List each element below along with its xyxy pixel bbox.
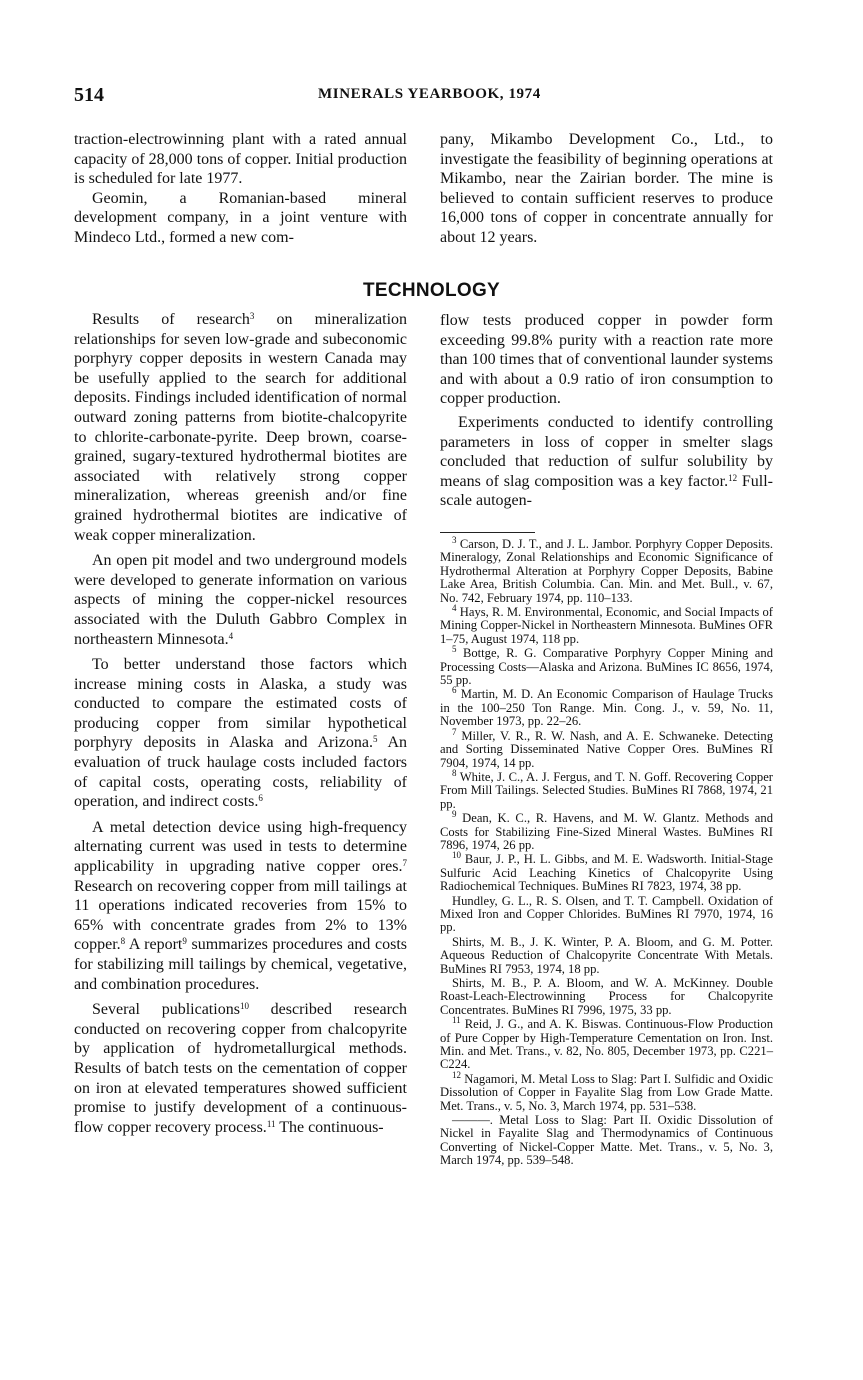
running-title: MINERALS YEARBOOK, 1974 [318,86,541,102]
footnote [440,1015,773,1072]
text-run: Experiments conducted to identify controlling parameters in loss of copper in smelter slags concluded that reduction of sulfur solubility by means of slag composition was a key factor. [440,413,773,490]
text-run: An evaluation of truck haulage costs included factors of capital costs, operating costs, reliability of operation, and indirect costs. [74,734,408,811]
footnote-number: 11 [452,1015,461,1026]
footnote-text: Martin, M. D. An Economic Comparison of Haulage Trucks in the 100–250 Ton Range. Min. Cong. J., v. 59, No. 11, November 1973, pp. 22–26. [440,687,773,729]
footnote-number: 9 [452,809,457,820]
footnote-number: 7 [452,726,457,737]
text-run: Research on recovering copper from mill tailings at 11 operations indicated recoveries from 15% to 65% with concentrate grades from 2% to 13% copper. [74,877,407,954]
footnote-ref: 8 [120,936,126,947]
footnote-ref: 4 [228,630,234,641]
text-run: Full-scale autogen- [440,472,773,510]
footnote-number: 3 [452,535,457,545]
section-heading: TECHNOLOGY [362,280,501,301]
text-run: Results of research [92,311,250,328]
footnote [440,535,773,605]
technology-left-column [74,310,407,1143]
footnote-ref: 5 [373,734,378,745]
paragraph: Geomin, a Romanian-based mineral development company, in a joint venture with Mindeco Ltd., formed a new com- [74,189,407,246]
footnote-number: 6 [452,685,457,696]
text-run: A metal detection device using high-frequency alternating current was used in tests to determine applicability in upgrading native copper ores. [74,818,407,876]
text-run: on mineralization relationships for seven low-grade and subeconomic porphyry copper deposits in western Canada may be usefully applied to the search for additional deposits. Findings included identification of normal outward zoning patterns from biotite-chalcopyrite to chlorite-carbonate-pyrite. Deep brown, coarse-grained, sugary-textured hydrothermal biotites are associated with relatively strong copper mineralization, whereas greenish and/or fine grained hydrothermal biotites are indicative of weak copper mineralization. [74,311,408,544]
footnote-ref: 10 [239,1001,249,1012]
text-run: An open pit model and two underground models were developed to generate information on various aspects of mining the copper-nickel resources associated with the Duluth Gabbro Complex in northeastern Minnesota. [74,552,407,648]
footnote [440,685,773,729]
text-run: summarizes procedures and costs for stabilizing mill tailings by chemical, vegetative, and combination procedures. [74,936,407,993]
paragraph [74,551,407,649]
footnote-number: 5 [452,644,457,655]
paragraph [440,311,773,409]
paragraph [74,310,407,545]
footnote-text: Bottge, R. G. Comparative Porphyry Copper Mining and Processing Costs—Alaska and Arizona. BuMines IC 8656, 1974, 55 pp. [440,646,773,688]
footnotes [440,535,773,1169]
paragraph: traction-electrowinning plant with a rated annual capacity of 28,000 tons of copper. Initial production is scheduled for late 1977. [74,131,407,188]
paragraph [74,818,407,994]
paragraph [74,655,407,812]
footnote-text: Miller, V. R., R. W. Nash, and A. E. Schwaneke. Detecting and Sorting Disseminated Native Copper Ores. BuMines RI 7904, 1974, 14 pp. [440,728,773,770]
footnote: ———. Metal Loss to Slag: Part II. Oxidic Dissolution of Nickel in Fayalite Slag and Thermodynamics of Continuous Converting of Nickel-Copper Matte. Met. Trans., v. 5, No. 3, March 1974, pp. 539–548. [440,1113,773,1168]
footnote-ref: 11 [266,1118,276,1129]
footnote-ref: 3 [249,311,255,321]
footnote: Hundley, G. L., R. S. Olsen, and T. T. Campbell. Oxidation of Mixed Iron and Copper Chlorides. BuMines RI 7970, 1974, 16 pp. [440,893,773,935]
footnote-number: 4 [452,603,457,614]
footnote [440,767,773,811]
footnote: Shirts, M. B., P. A. Bloom, and W. A. McKinney. Double Roast-Leach-Electrowinning Process for Chalcopyrite Concentrates. BuMines RI 7996, 1975, 33 pp. [440,976,773,1017]
footnote [440,603,773,646]
footnote-divider [440,532,535,533]
footnote-ref: 9 [182,936,187,947]
paragraph [440,413,773,511]
footnote-text: Nagamori, M. Metal Loss to Slag: Part I. Sulfidic and Oxidic Dissolution of Copper in Fayalite Slag from Low Grade Matte. Met. Trans., v. 5, No. 3, March 1974, pp. 531–538. [440,1071,773,1113]
footnote-ref: 6 [258,793,263,804]
footnote-text: Reid, J. G., and A. K. Biswas. Continuous-Flow Production of Pure Copper by High-Temperature Cementation on Iron. Inst. Min. and Met. Trans., v. 82, No. 805, December 1973, pp. C221–C224. [440,1017,773,1072]
footnote-number: 10 [452,850,461,861]
paragraph [74,1000,407,1137]
technology-right-column [440,311,773,515]
text-run: Several publications [92,1001,240,1019]
footnote-ref: 7 [402,858,407,869]
text-run: flow tests produced copper in powder form exceeding 99.8% purity with a reaction rate more than 100 times that of conventional launder systems and with about a 0.9 ratio of iron consumption to copper production. [440,312,773,408]
footnote [440,1069,773,1113]
text-run: A report [125,936,183,954]
footnote [440,809,773,852]
intro-right-column [440,130,773,248]
footnote: Shirts, M. B., J. K. Winter, P. A. Bloom, and G. M. Potter. Aqueous Reduction of Chalcopyrite Concentrate With Metals. BuMines RI 7953, 1974, 18 pp. [440,934,773,976]
intro-left-column [74,130,407,248]
footnote-text: Baur, J. P., H. L. Gibbs, and M. E. Wadsworth. Initial-Stage Sulfuric Acid Leaching Kinetics of Chalcopyrite Using Radiochemical Techniques. BuMines RI 7823, 1974, 38 pp. [440,852,773,894]
footnote-text: Carson, D. J. T., and J. L. Jambor. Porphyry Copper Deposits. Mineralogy, Zonal Relationships and Economic Significance of Hydrothermal Alteration at Porphyry Copper Deposits, Babine Lake Area, British Columbia. Can. Min. and Met. Bull., v. 67, No. 742, February 1974, pp. 110–133. [440,537,773,605]
footnote [440,644,773,688]
footnote [440,850,773,894]
footnote-text: Hays, R. M. Environmental, Economic, and Social Impacts of Mining Copper-Nickel in Northeastern Minnesota. BuMines OFR 1–75, August 1974, 118 pp. [440,605,773,646]
footnote-number: 12 [452,1069,461,1080]
footnote [440,726,773,770]
text-run: The continuous- [275,1118,384,1136]
page-number: 514 [74,84,104,106]
paragraph: pany, Mikambo Development Co., Ltd., to investigate the feasibility of beginning operations at Mikambo, near the Zairian border. The mine is believed to contain sufficient reserves to produce 16,000 tons of copper in concentrate annually for about 12 years. [440,131,773,246]
footnote-number: 8 [452,767,457,778]
text-run: described research conducted on recovering copper from chalcopyrite by application of hydrometallurgical methods. Results of batch tests on the cementation of copper on iron at elevated temperatures showed sufficient promise to justify development of a continuous-flow copper recovery process. [74,1001,408,1136]
footnote-text: White, J. C., A. J. Fergus, and T. N. Goff. Recovering Copper From Mill Tailings. Selected Studies. BuMines RI 7868, 1974, 21 pp. [440,769,773,811]
text-run: To better understand those factors which increase mining costs in Alaska, a study was conducted to compare the estimated costs of producing copper from similar hypothetical porphyry deposits in Alaska and Arizona. [74,656,407,752]
footnote-ref: 12 [728,472,738,483]
footnote-text: Dean, K. C., R. Havens, and M. W. Glantz. Methods and Costs for Stabilizing Fine-Sized Mineral Wastes. BuMines RI 7896, 1974, 26 pp. [440,811,773,852]
